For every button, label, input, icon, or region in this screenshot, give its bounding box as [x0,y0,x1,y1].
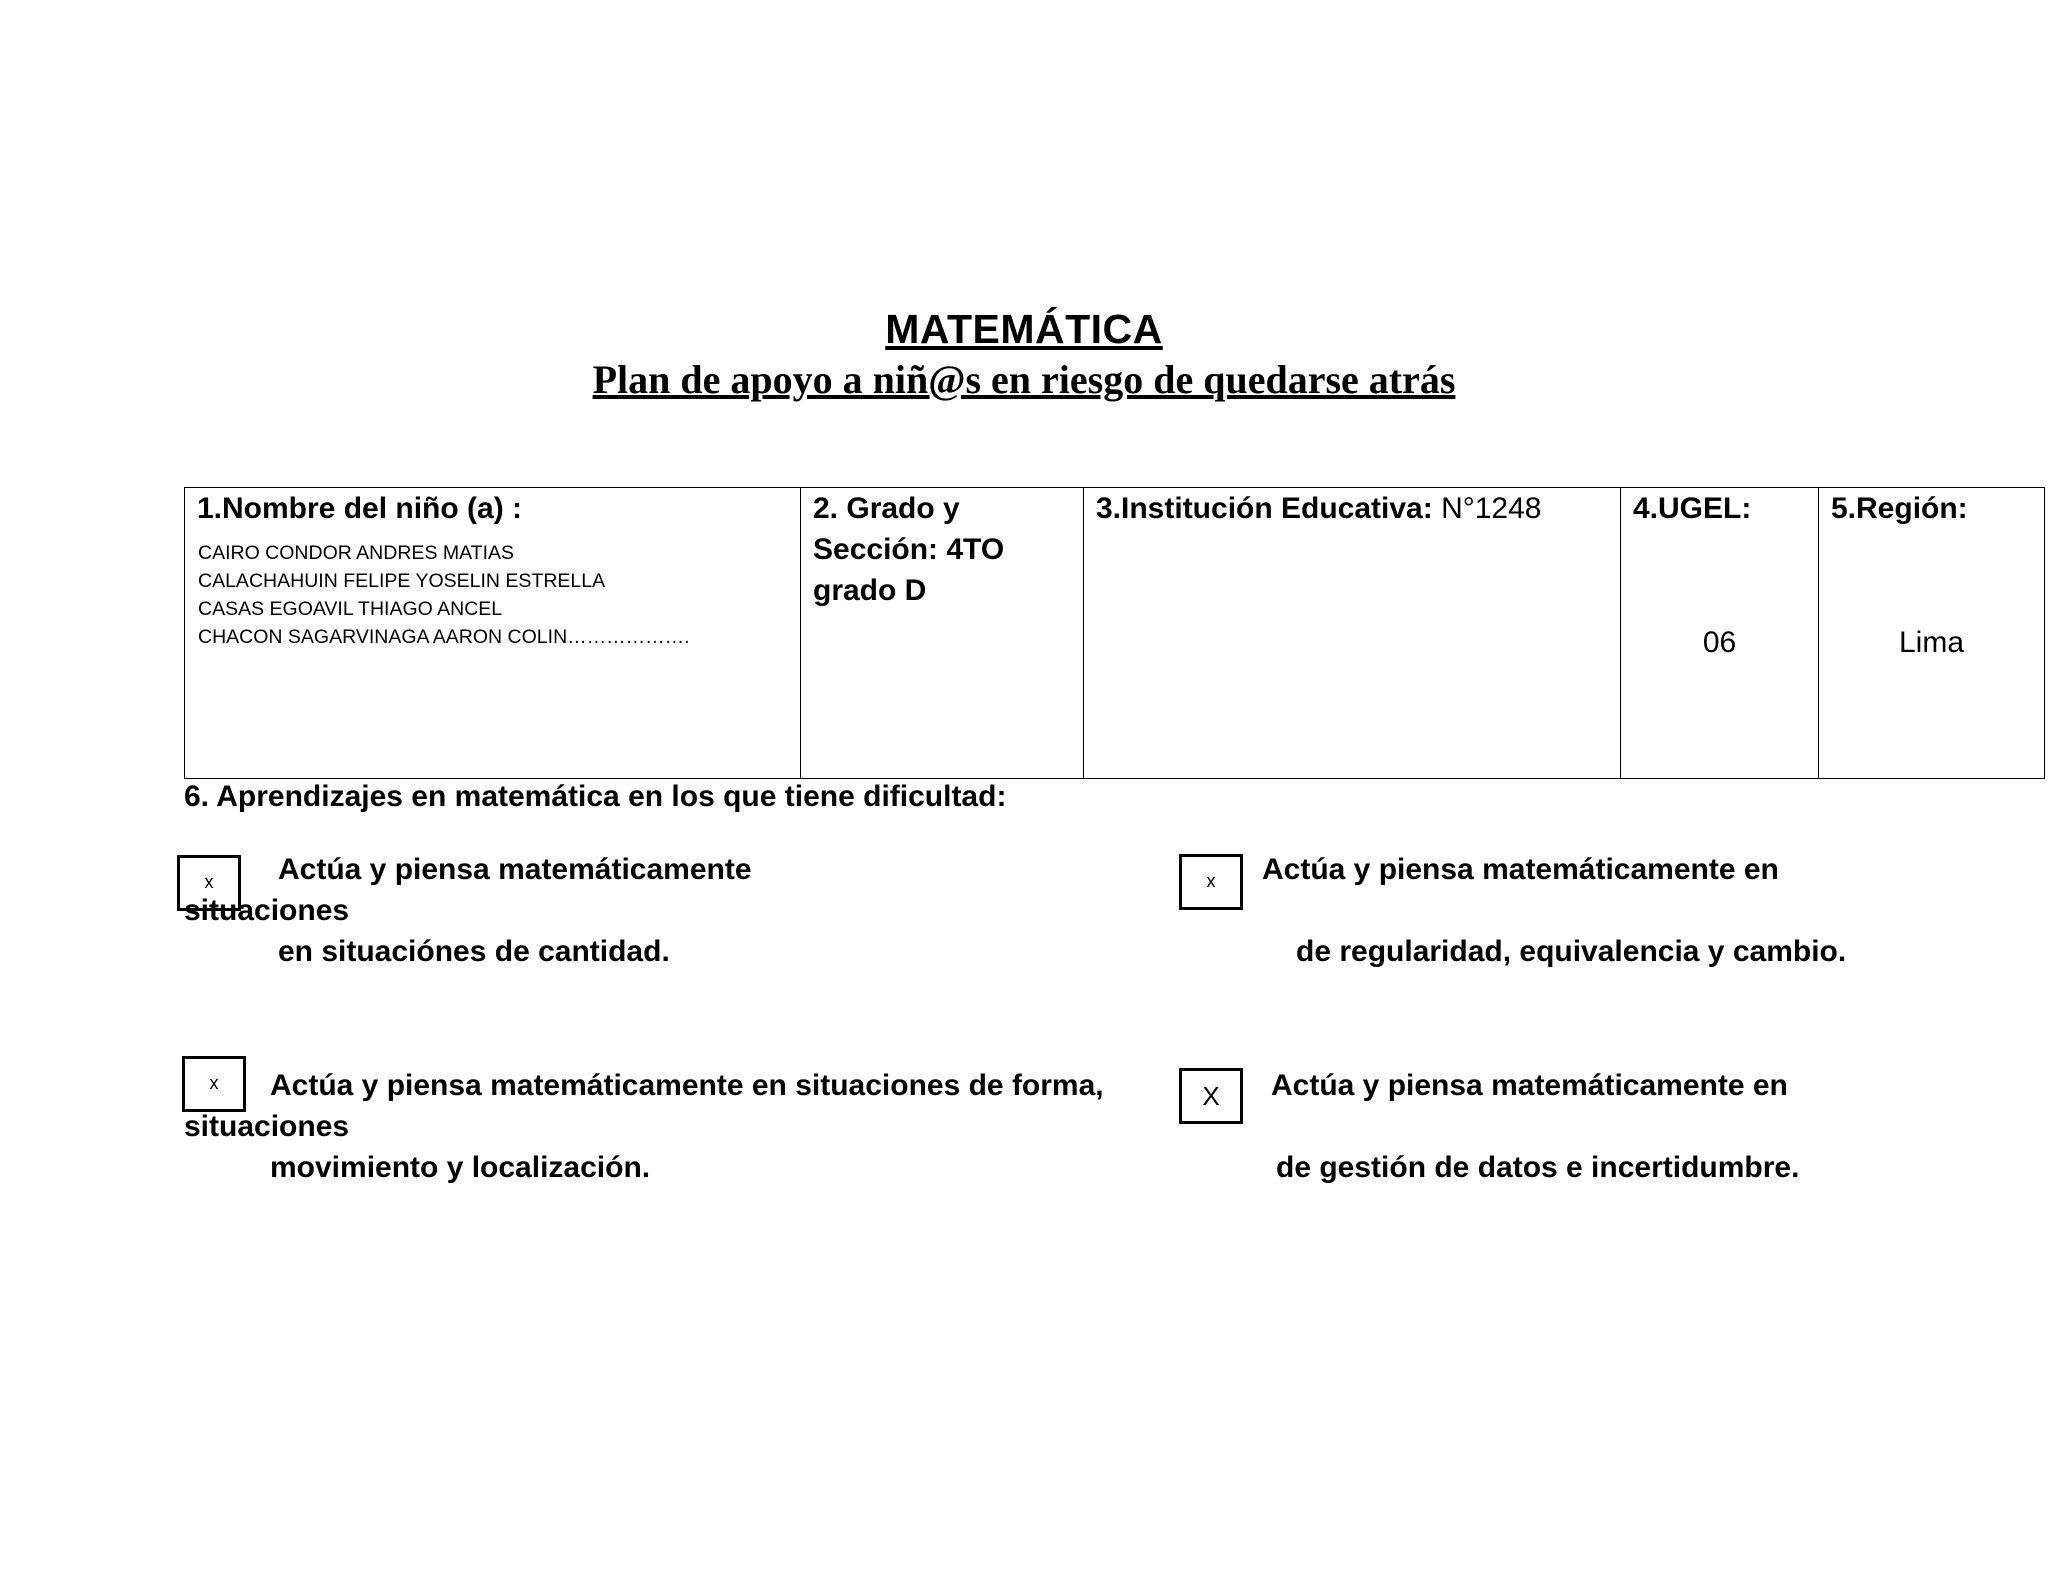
region-cell [1819,488,2045,779]
ugel-label: 4.UGEL: [1633,492,1752,525]
competency-1-checkbox[interactable]: x [177,855,241,911]
competency-2-line2: de regularidad, equivalencia y cambio. [1296,935,1847,968]
student-name-cell [185,488,801,779]
competency-1-line1b: situaciones [184,894,350,927]
region-value: Lima [1898,626,1965,659]
grade-label-line3: grado D [813,574,927,607]
competency-4-line2: de gestión de datos e incertidumbre. [1276,1151,1800,1184]
student-info-table [184,487,2045,779]
competency-3-checkbox[interactable]: x [182,1056,246,1112]
student-name-label: 1.Nombre del niño (a) : [197,492,523,525]
grade-label-line1: 2. Grado y [813,492,960,525]
competency-1-line2: en situaciónes de cantidad. [278,935,670,968]
competency-4-checkbox[interactable]: X [1179,1068,1243,1124]
ugel-cell [1621,488,1819,779]
competency-2-line1: Actúa y piensa matemáticamente en [1262,853,1779,886]
competency-2-checkbox[interactable]: x [1179,854,1243,910]
region-label: 5.Región: [1831,492,1968,525]
document-subtitle: Plan de apoyo a niñ@s en riesgo de quedarse atrás [592,357,1456,402]
document-title: MATEMÁTICA [885,306,1163,352]
grade-section-cell [801,488,1084,779]
competency-3-line2: movimiento y localización. [270,1151,651,1184]
difficulties-heading: 6. Aprendizajes en matemática en los que tiene dificultad: [184,780,1007,813]
grade-label-line2: Sección: 4TO [813,533,1005,566]
institution-cell [1084,488,1621,779]
competency-4-line1: Actúa y piensa matemáticamente en [1271,1069,1788,1102]
student-name: CAIRO CONDOR ANDRES MATIAS [198,542,515,564]
student-name: CHACON SAGARVINAGA AARON COLIN………………. [198,626,690,648]
student-name: CASAS EGOAVIL THIAGO ANCEL [198,598,503,620]
institution-label [1084,488,1620,529]
competency-1-line1: Actúa y piensa matemáticamente [278,853,752,886]
competency-3-line1: Actúa y piensa matemáticamente en situaciones de forma, [270,1069,1104,1102]
student-name: CALACHAHUIN FELIPE YOSELIN ESTRELLA [198,570,606,592]
competency-3-line1b: situaciones [184,1110,350,1143]
ugel-value: 06 [1702,626,1737,659]
institution-value: N°1248 [1432,492,1542,525]
institution-label-text: 3.Institución Educativa: [1096,492,1433,525]
student-list [185,539,800,651]
